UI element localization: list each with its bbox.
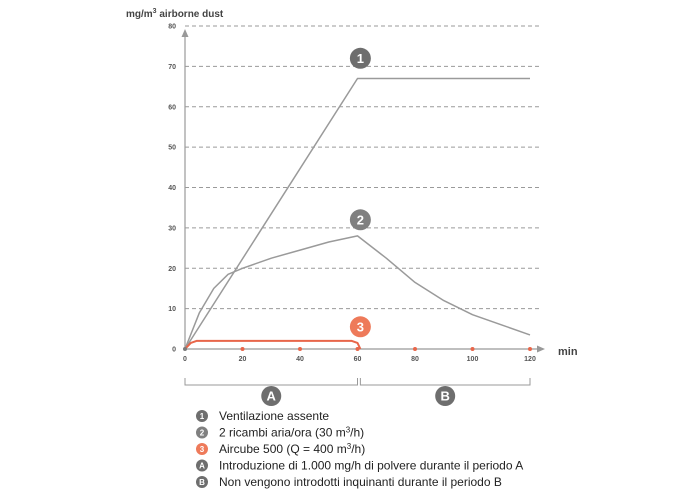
y-tick-label-30: 30: [168, 225, 176, 233]
legend-text-1: Ventilazione assente: [219, 409, 330, 423]
x-tick-label-40: 40: [296, 356, 304, 363]
y-tick-label-70: 70: [168, 63, 176, 71]
y-tick-label-0: 0: [172, 346, 176, 354]
legend-text-2: 2 ricambi aria/ora (30 $m^3/h$): [219, 425, 365, 440]
y-axis-label: [126, 8, 224, 20]
axes: [182, 29, 546, 353]
y-tick-label-80: 80: [168, 23, 176, 31]
y-tick-label-40: 40: [168, 185, 176, 192]
series-badges: [350, 48, 371, 337]
x-tick-label-60: 60: [353, 356, 362, 363]
y-axis-arrow: [182, 29, 189, 37]
x-tick-labels: [183, 356, 536, 363]
x-marker-40: [298, 347, 302, 351]
y-tick-label-20: 20: [168, 265, 176, 273]
y-tick-label-50: 50: [168, 144, 176, 152]
legend-text-A: Introduzione di 1.000 mg/h di polvere durante il periodo A: [219, 458, 524, 473]
y-axis-label-rest: airborne dust: [156, 9, 224, 20]
y-axis-label-unit: mg/m: [126, 9, 153, 20]
legend-badge-label-2: 2: [199, 428, 205, 438]
badge-label-3: 3: [356, 319, 364, 335]
period-bracket-B: [360, 378, 530, 385]
legend-badge-label-1: 1: [199, 412, 205, 421]
legend-text-B: Non vengono introdotti inquinanti durante il periodo B: [219, 475, 502, 489]
y-axis-label-sup: 3: [152, 8, 157, 15]
legend-text-3: Aircube 500 (Q = 400 $m^3/h$): [219, 442, 366, 456]
x-axis-label: min: [558, 346, 578, 358]
legend: [196, 409, 523, 489]
x-tick-label-20: 20: [238, 356, 247, 363]
legend-badge-label-A: A: [199, 461, 205, 471]
x-tick-label-80: 80: [411, 356, 419, 363]
period-brackets: [185, 378, 530, 406]
period-label-B: B: [440, 388, 450, 404]
x-marker-100: [471, 347, 475, 351]
period-bracket-A: [185, 378, 358, 385]
y-tick-labels: [168, 24, 176, 354]
legend-badge-label-B: B: [199, 478, 205, 487]
badge-label-2: 2: [356, 212, 364, 228]
x-tick-label-0: 0: [183, 356, 187, 363]
y-tick-label-10: 10: [168, 306, 176, 314]
x-tick-label-120: 120: [524, 356, 536, 363]
x-marker-60: [356, 347, 360, 351]
y-tick-label-60: 60: [168, 104, 176, 112]
x-axis-arrow: [537, 346, 545, 353]
badge-label-1: 1: [356, 50, 364, 66]
period-label-A: A: [266, 388, 276, 404]
series-line-3: [185, 341, 360, 349]
x-marker-120: [528, 347, 532, 351]
x-marker-20: [241, 347, 245, 351]
x-marker-0: [183, 347, 187, 351]
x-marker-80: [413, 347, 417, 351]
legend-badge-label-3: 3: [199, 445, 205, 454]
x-tick-label-100: 100: [466, 356, 479, 363]
